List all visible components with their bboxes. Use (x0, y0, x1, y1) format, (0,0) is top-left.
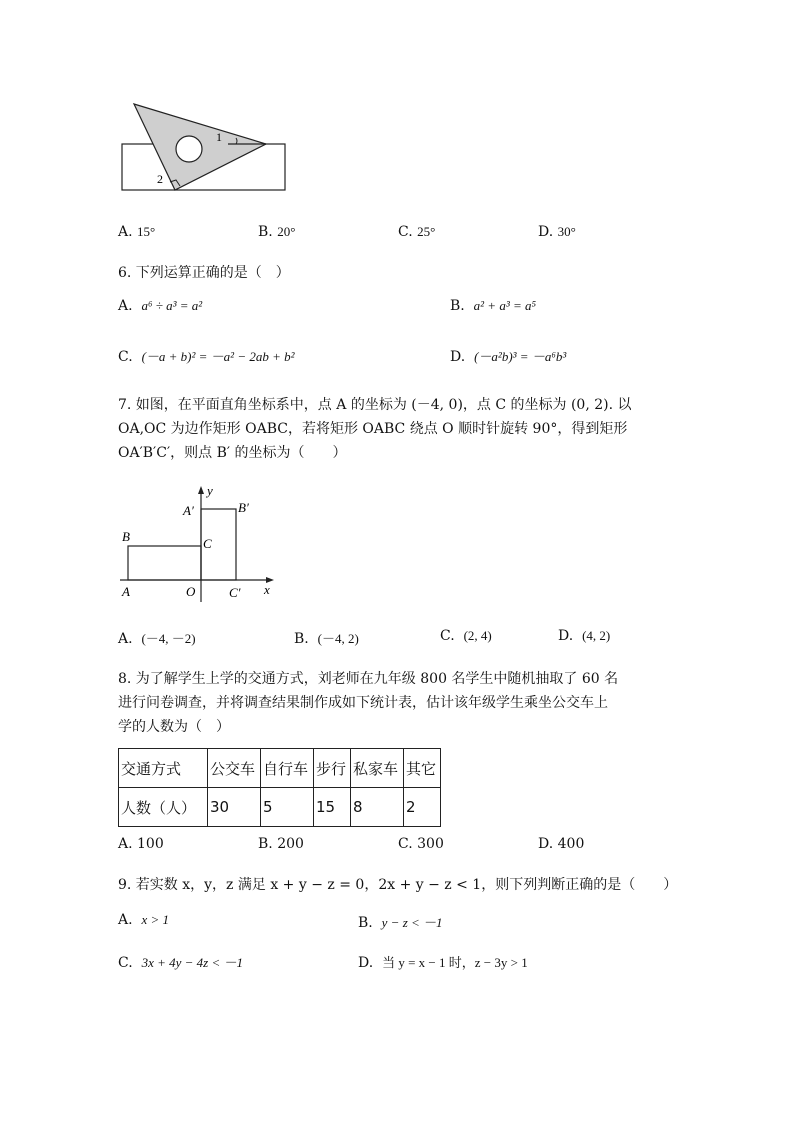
label-C-prime: C′ (229, 585, 241, 600)
label-O: O (186, 584, 196, 599)
label-y: y (207, 483, 213, 498)
q8-question-line1: 8. 为了解学生上学的交通方式，刘老师在九年级 800 名学生中随机抽取了 60 名 (118, 671, 619, 687)
q8-option-d: D. 400 (538, 836, 585, 852)
table-header-row (119, 749, 441, 788)
label-B: B (122, 529, 130, 544)
q5-figure (118, 98, 290, 194)
q7-option-d: D. (4, 2) (558, 628, 611, 644)
q6-option-d: D. (－a²b)³ = －a⁶b³ (450, 349, 567, 365)
q7-question-line2: OA,OC 为边作矩形 OABC，若将矩形 OABC 绕点 O 顺时针旋转 90°，得到矩形 (118, 421, 628, 437)
label-C: C (203, 536, 212, 551)
q9-option-c: C. 3x + 4y − 4z < －1 (118, 955, 243, 971)
angle-2-label: 2 (157, 172, 163, 186)
label-A: A (122, 584, 130, 599)
q5-option-b: B. 20° (258, 224, 296, 240)
q5-option-d: D. 30° (538, 224, 576, 240)
q7-coordinate-figure (112, 482, 282, 604)
q8-statistics-table (118, 748, 441, 827)
q5-option-a: A. 15° (118, 224, 156, 240)
q9-question: 9. 若实数 x，y，z 满足 x + y − z = 0，2x + y − z < 1，则下列判断正确的是（ ） (118, 877, 678, 893)
q8-question-line2: 进行问卷调查，并将调查结果制作成如下统计表，估计该年级学生乘坐公交车上 (118, 695, 608, 711)
q6-option-a: A. a⁶ ÷ a³ = a² (118, 298, 203, 314)
q8-option-b: B. 200 (258, 836, 304, 852)
q7-question-line1: 7. 如图，在平面直角坐标系中，点 A 的坐标为 (－4, 0)，点 C 的坐标为 (0, 2). 以 (118, 397, 632, 413)
q8-option-c: C. 300 (398, 836, 444, 852)
label-x: x (264, 582, 270, 597)
table-cell: 2 (404, 788, 441, 827)
q9-option-a: A. x > 1 (118, 912, 170, 928)
set-square-hole (176, 136, 202, 162)
q9-option-b: B. y − z < －1 (358, 915, 443, 931)
table-cell: 自行车 (261, 749, 314, 788)
q9-option-d: D. 当 y = x − 1 时，z − 3y > 1 (358, 955, 528, 971)
q7-option-b: B. (－4, 2) (294, 631, 359, 647)
table-cell: 公交车 (208, 749, 261, 788)
table-cell: 5 (261, 788, 314, 827)
q6-option-c: C. (－a + b)² = －a² − 2ab + b² (118, 349, 295, 365)
table-cell: 其它 (404, 749, 441, 788)
table-cell: 私家车 (351, 749, 404, 788)
table-cell: 交通方式 (119, 749, 208, 788)
table-row (119, 788, 441, 827)
table-cell: 步行 (314, 749, 351, 788)
table-cell: 人数（人） (119, 788, 208, 827)
q5-option-c: C. 25° (398, 224, 436, 240)
rectangle-OABC (128, 546, 201, 580)
q7-question-line3: OA′B′C′，则点 B′ 的坐标为（ ） (118, 445, 347, 461)
angle-1-label: 1 (216, 130, 222, 144)
q6-question: 6. 下列运算正确的是（ ） (118, 265, 290, 281)
q8-option-a: A. 100 (118, 836, 164, 852)
q7-option-c: C. (2, 4) (440, 628, 492, 644)
label-B-prime: B′ (238, 500, 249, 515)
label-A-prime: A′ (183, 503, 194, 518)
table-cell: 8 (351, 788, 404, 827)
q8-question-line3: 学的人数为（ ） (118, 719, 230, 735)
table-cell: 30 (208, 788, 261, 827)
table-cell: 15 (314, 788, 351, 827)
q7-option-a: A. (－4, －2) (118, 631, 196, 647)
q6-option-b: B. a² + a³ = a⁵ (450, 298, 537, 314)
